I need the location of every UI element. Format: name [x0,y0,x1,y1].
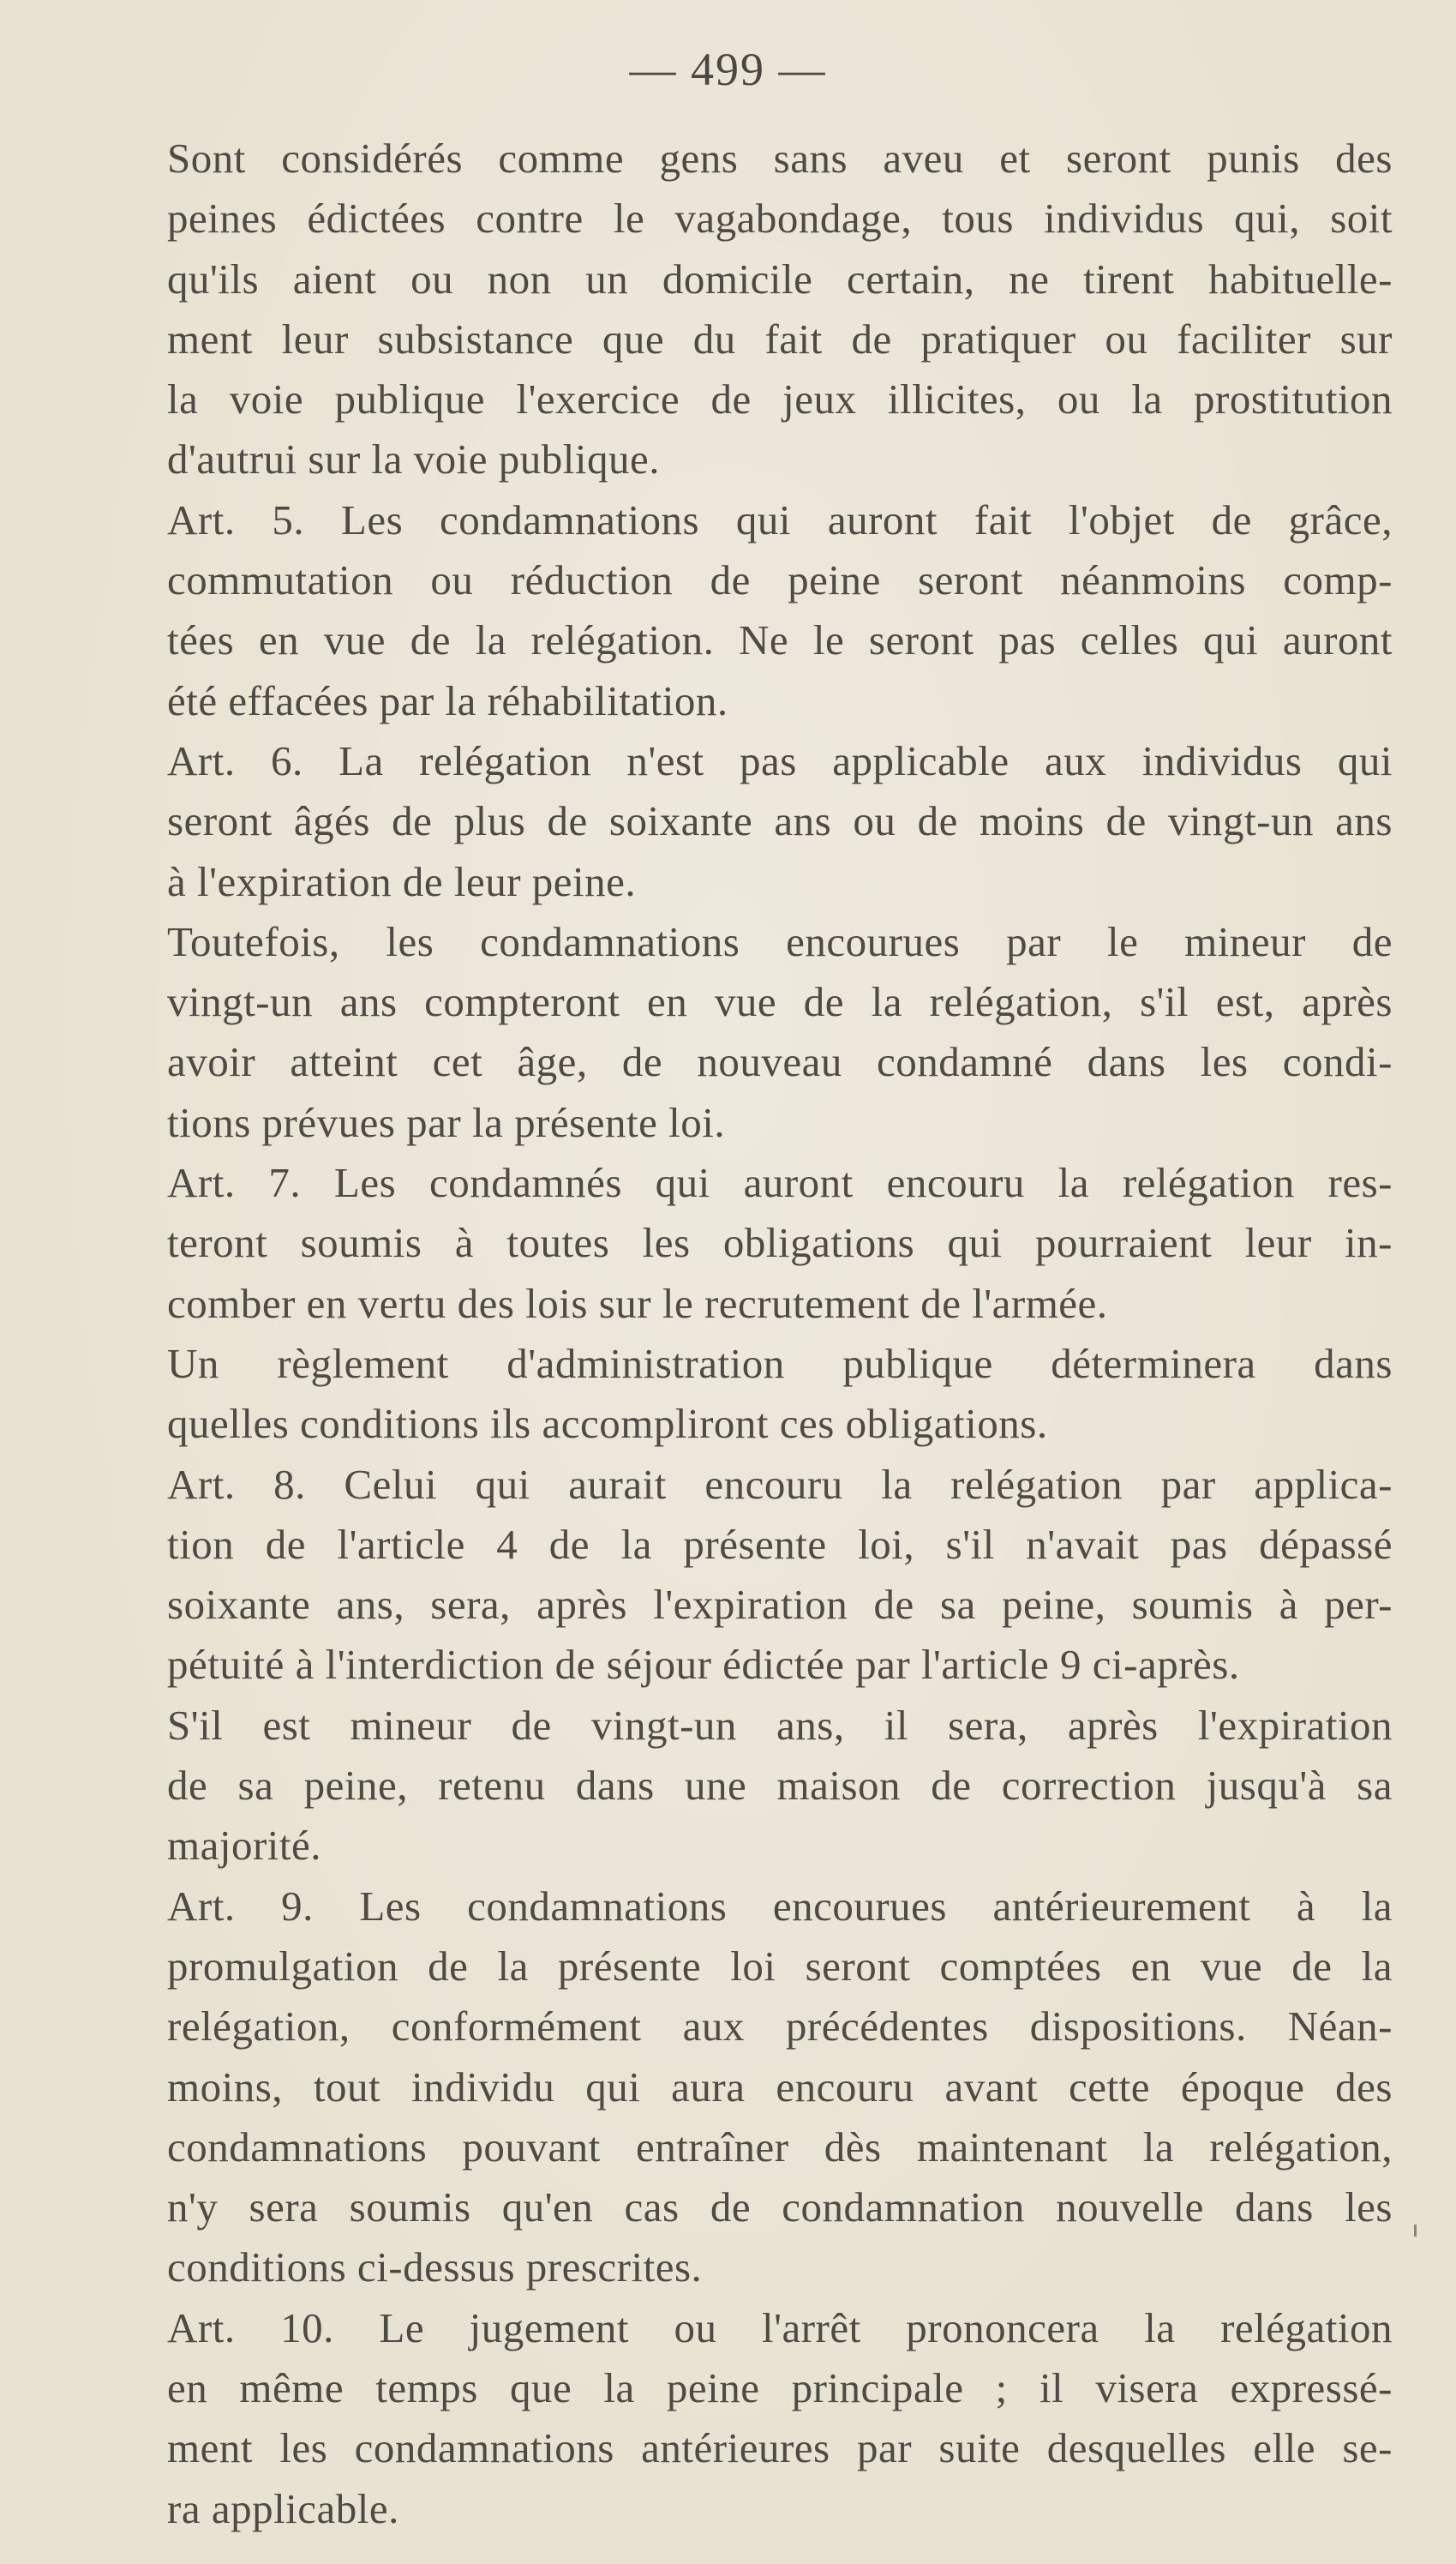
text-line: Toutefois, les condamnations encourues par le mineur de [167,917,1393,965]
text-line: avoir atteint cet âge, de nouveau condamné dans les condi- [167,1038,1393,1086]
text-line: à l'expiration de leur peine. [167,857,637,905]
text-line: moins, tout individu qui aura encouru avant cette époque des [167,2063,1393,2111]
text-line: ment les condamnations antérieures par suite desquelles elle se- [167,2424,1393,2472]
text-line: été effacées par la réhabilitation. [167,676,728,724]
body-text [167,129,1393,2539]
paragraph [167,731,1393,912]
text-line: Un règlement d'administration publique déterminera dans [167,1339,1393,1387]
text-line: vingt-un ans compteront en vue de la relégation, s'il est, après [167,978,1393,1026]
text-line: de sa peine, retenu dans une maison de correction jusqu'à sa [167,1762,1393,1810]
paragraph [167,490,1393,731]
paragraph [167,1334,1393,1455]
text-line: Art. 7. Les condamnés qui auront encouru la relégation res- [167,1159,1393,1207]
text-line: soixante ans, sera, après l'expiration de sa peine, soumis à per- [167,1581,1393,1629]
text-line: Art. 8. Celui qui aurait encouru la relégation par applica- [167,1460,1393,1508]
text-line: Sont considérés comme gens sans aveu et seront punis des [167,135,1393,182]
text-line: tion de l'article 4 de la présente loi, s'il n'avait pas dépassé [167,1520,1393,1568]
text-line: commutation ou réduction de peine seront néanmoins comp- [167,556,1393,604]
text-line: condamnations pouvant entraîner dès maintenant la relégation, [167,2123,1393,2171]
text-line: peines édictées contre le vagabondage, tous individus qui, soit [167,195,1393,243]
text-line: comber en vertu des lois sur le recrutement de l'armée. [167,1279,1108,1327]
text-line: la voie publique l'exercice de jeux illicites, ou la prostitution [167,375,1393,423]
paragraph [167,1455,1393,1696]
paragraph [167,2298,1393,2539]
text-line: majorité. [167,1822,322,1870]
text-line: d'autrui sur la voie publique. [167,435,660,483]
text-line: Art. 10. Le jugement ou l'arrêt prononcera la relégation [167,2303,1393,2351]
text-line: S'il est mineur de vingt-un ans, il sera, après l'expiration [167,1701,1393,1749]
text-line: seront âgés de plus de soixante ans ou de moins de vingt-un ans [167,797,1393,845]
text-line: pétuité à l'interdiction de séjour édictée par l'article 9 ci-après. [167,1641,1240,1689]
margin-mark [1414,2225,1417,2237]
text-line: promulgation de la présente loi seront comptées en vue de la [167,1942,1393,1990]
text-line: teront soumis à toutes les obligations qui pourraient leur in- [167,1219,1393,1267]
paragraph [167,129,1393,490]
paragraph [167,1696,1393,1876]
paragraph [167,1876,1393,2298]
text-line: Art. 5. Les condamnations qui auront fait l'objet de grâce, [167,495,1393,543]
page-number: — 499 — [629,44,827,95]
text-line: qu'ils aient ou non un domicile certain, ne tirent habituelle- [167,255,1393,303]
text-line: tées en vue de la relégation. Ne le seront pas celles qui auront [167,616,1393,664]
text-line: Art. 9. Les condamnations encourues antérieurement à la [167,1882,1393,1930]
text-line: Art. 6. La relégation n'est pas applicable aux individus qui [167,736,1393,784]
text-line: conditions ci-dessus prescrites. [167,2243,703,2291]
paragraph [167,912,1393,1153]
text-line: relégation, conformément aux précédentes dispositions. Néan- [167,2003,1393,2051]
text-line: tions prévues par la présente loi. [167,1098,726,1146]
text-line: ra applicable. [167,2484,399,2532]
text-line: en même temps que la peine principale ; il visera expressé- [167,2363,1393,2411]
text-line: quelles conditions ils accompliront ces obligations. [167,1400,1048,1448]
text-line: ment leur subsistance que du fait de pratiquer ou faciliter sur [167,315,1393,363]
text-line: n'y sera soumis qu'en cas de condamnation nouvelle dans les [167,2183,1393,2231]
paragraph [167,1153,1393,1334]
